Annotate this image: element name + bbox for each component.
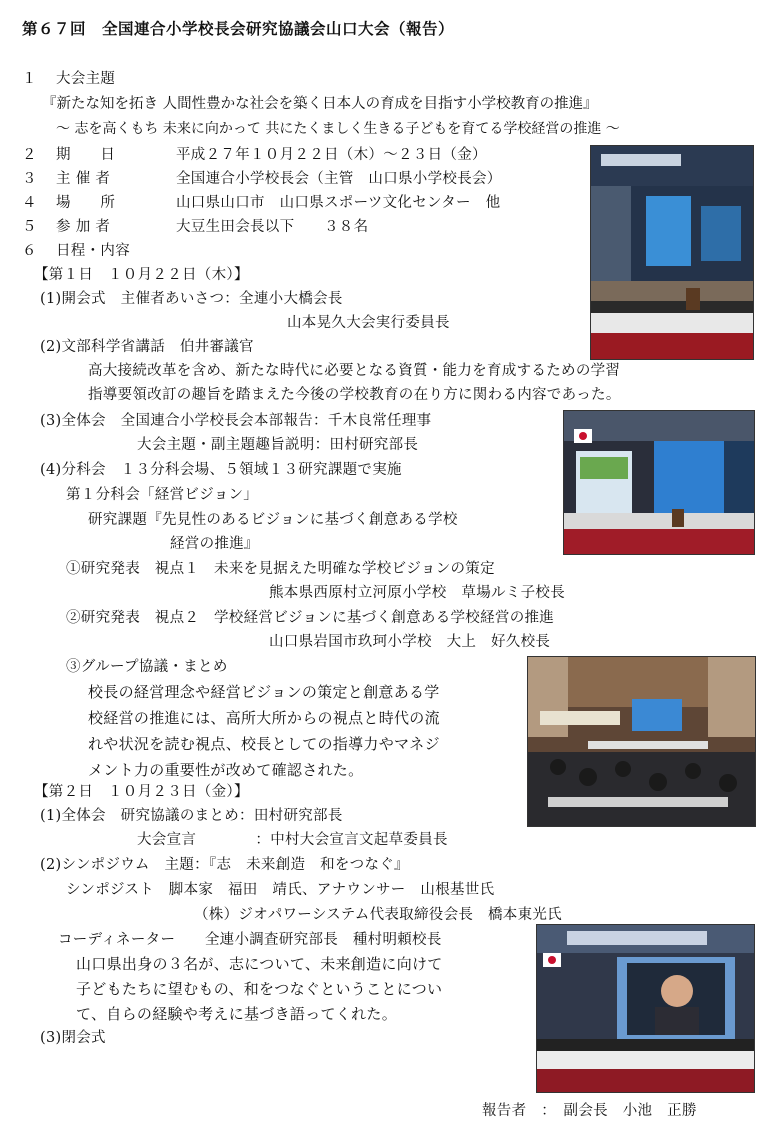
day2-panel: シンポジスト 脚本家 福田 靖氏、アナウンサー 山根基世氏 [66, 882, 495, 898]
group-body-2: 校経営の推進には、高所大所からの視点と時代の流 [88, 709, 440, 727]
day2-body-1: 山口県出身の３名が、志について、未来創造に向けて [76, 955, 443, 973]
s4-label: 場 所 [56, 195, 116, 211]
day1-sessions: (4)分科会 １３分科会場、５領域１３研究課題で実施 [40, 462, 402, 478]
topic-line-1: 研究課題『先見性のあるビジョンに基づく創意ある学校 [88, 512, 458, 528]
day2-closing: (3)閉会式 [40, 1030, 106, 1046]
s2-value: 平成２７年１０月２２日（木）～２３日（金） [176, 147, 487, 163]
s1-label: 大会主題 [56, 71, 116, 87]
s3-label: 主 催 者 [56, 171, 111, 187]
topic-line-2: 経営の推進』 [170, 536, 259, 552]
day1-opening-2: 山本晃久大会実行委員長 [287, 315, 450, 331]
day2-panel-2: （株）ジオパワーシステム代表取締役会長 橋本東光氏 [194, 907, 562, 923]
day2-declaration: 大会宣言 ：中村大会宣言文起草委員長 [137, 832, 448, 848]
s6-num: ６ [22, 243, 37, 259]
pres2: ②研究発表 視点２ 学校経営ビジョンに基づく創意ある学校経営の推進 [66, 610, 555, 626]
s6-label: 日程・内容 [56, 243, 130, 259]
day1-plenary-2: 大会主題・副主題趣旨説明：田村研究部長 [137, 437, 419, 453]
plenary-session-photo [563, 410, 755, 555]
s5-value: 大豆生田会長以下 ３８名 [176, 219, 369, 235]
group-title: ③グループ協議・まとめ [66, 659, 228, 675]
s4-value: 山口県山口市 山口県スポーツ文化センター 他 [176, 195, 501, 211]
day2-symposium: (2)シンポジウム 主題：『志 未来創造 和をつなぐ』 [40, 857, 409, 873]
day2-header: 【第２日 １０月２３日（金）】 [34, 784, 249, 800]
group-body-3: れや状況を読む視点、校長としての指導力やマネジ [88, 735, 440, 753]
s5-num: ５ [22, 219, 37, 235]
day1-opening: (1)開会式 主催者あいさつ：全連小大橋会長 [40, 291, 343, 307]
s3-num: ３ [22, 171, 37, 187]
day1-lecture-body-1: 高大接続改革を含め、新たな時代に必要となる資質・能力を育成するための学習 [88, 363, 621, 379]
theme-text: 『新たな知を拓き 人間性豊かな社会を築く日本人の育成を目指す小学校教育の推進』 [42, 96, 598, 112]
page-title: 第６７回 全国連合小学校長会研究協議会山口大会（報告） [22, 19, 455, 38]
s2-num: ２ [22, 147, 37, 163]
pres2-by: 山口県岩国市玖珂小学校 大上 好久校長 [269, 634, 551, 650]
s3-value: 全国連合小学校長会（主管 山口県小学校長会） [176, 171, 502, 187]
group-body-4: メント力の重要性が改めて確認された。 [88, 761, 364, 779]
day1-plenary: (3)全体会 全国連合小学校長会本部報告：千木良常任理事 [40, 413, 432, 429]
day2-body-3: て、自らの経験や考えに基づき語ってくれた。 [76, 1005, 398, 1023]
day1-lecture: (2)文部科学省講話 伯井審議官 [40, 339, 254, 355]
subtheme-text: ～ 志を高くもち 未来に向かって 共にたくましく生きる子どもを育てる学校経営の推進 ～ [56, 121, 620, 137]
opening-ceremony-photo [590, 145, 754, 360]
pres1-by: 熊本県西原村立河原小学校 草場ルミ子校長 [269, 585, 565, 601]
symposium-photo [536, 924, 755, 1093]
day2-coordinator: コーディネーター 全連小調査研究部長 種村明頼校長 [58, 932, 442, 948]
session1-title: 第１分科会「経営ビジョン」 [66, 487, 259, 503]
day1-lecture-body-2: 指導要領改訂の趣旨を踏まえた今後の学校教育の在り方に関わる内容であった。 [88, 387, 621, 403]
s4-num: ４ [22, 195, 37, 211]
day2-body-2: 子どもたちに望むもの、和をつなぐということについ [76, 980, 443, 998]
s2-label: 期 日 [56, 147, 116, 163]
pres1: ①研究発表 視点１ 未来を見据えた明確な学校ビジョンの策定 [66, 561, 495, 577]
s1-num: １ [22, 71, 37, 87]
day2-plenary: (1)全体会 研究協議のまとめ：田村研究部長 [40, 808, 343, 824]
reporter: 報告者 ： 副会長 小池 正勝 [482, 1103, 697, 1119]
group-body-1: 校長の経営理念や経営ビジョンの策定と創意ある学 [88, 683, 440, 701]
group-discussion-photo [527, 656, 756, 827]
s5-label: 参 加 者 [56, 219, 111, 235]
day1-header: 【第１日 １０月２２日（木）】 [34, 267, 249, 283]
